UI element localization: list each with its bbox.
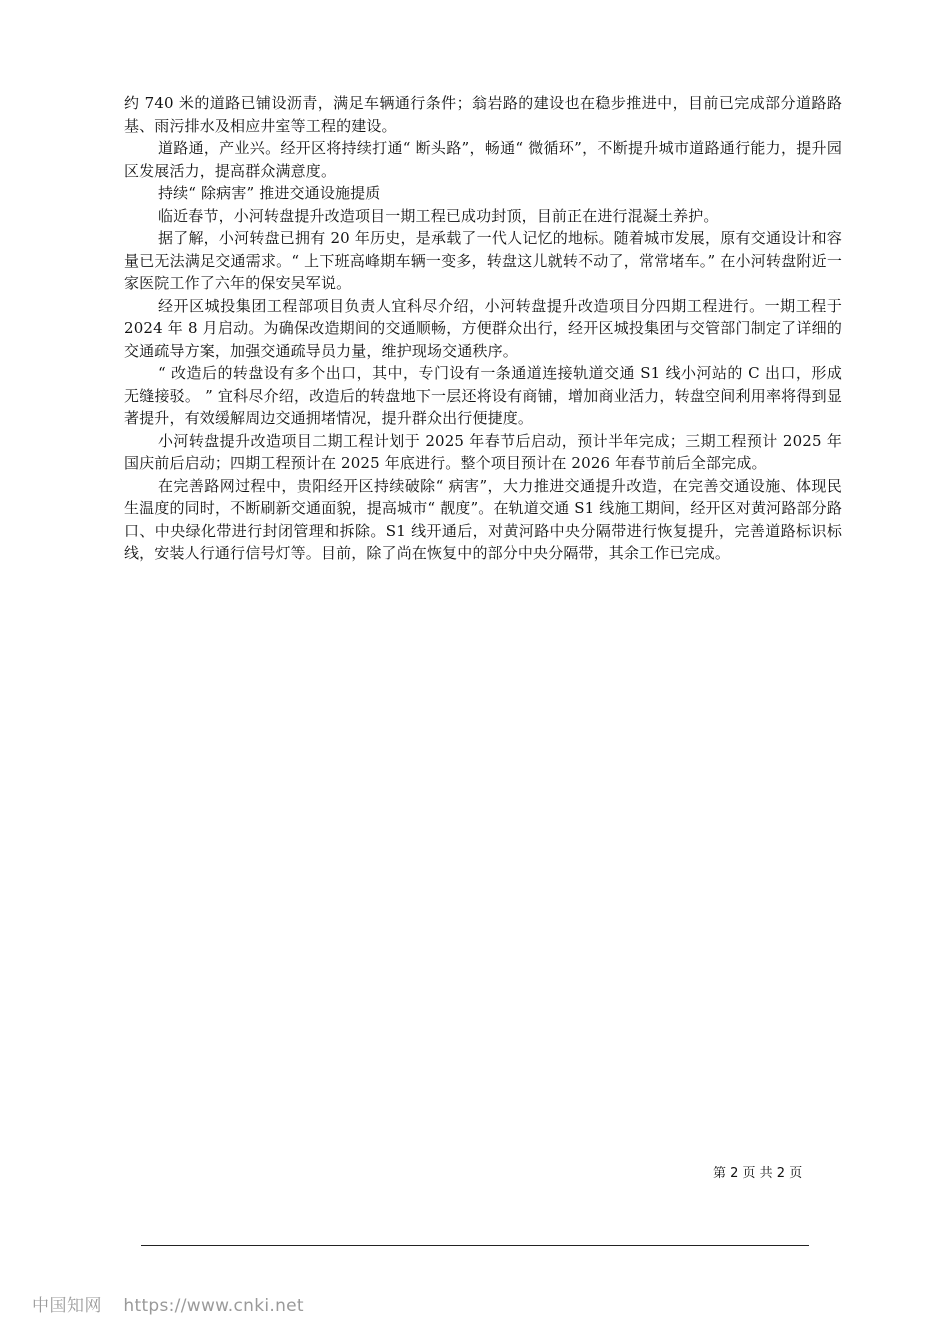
article-paragraph: 经开区城投集团工程部项目负责人宜科尽介绍，小河转盘提升改造项目分四期工程进行。一期工程于 2024 年 8 月启动。为确保改造期间的交通顺畅，方便群众出行，经开区城投集团与交管部门制定了详细的交通疏导方案，加强交通疏导员力量，维护现场交通秩序。: [124, 296, 842, 360]
source-watermark: [32, 1294, 304, 1318]
article-paragraph: “ 改造后的转盘设有多个出口，其中，专门设有一条通道连接轨道交通 S1 线小河站的 C 出口，形成无缝接驳。 ” 宜科尽介绍，改造后的转盘地下一层还将设有商铺，增加商业活力，转盘空间利用率将得到显著提升，有效缓解周边交通拥堵情况，提升群众出行便捷度。: [124, 364, 842, 427]
section-subheading: 持续“ 除病害” 推进交通设施提质: [158, 184, 381, 202]
article-body: [124, 92, 842, 565]
article-paragraph: 据了解，小河转盘已拥有 20 年历史，是承载了一代人记忆的地标。随着城市发展，原有交通设计和容量已无法满足交通需求。“ 上下班高峰期车辆一变多，转盘这儿就转不动了，常常堵车。” 在小河转盘附近一家医院工作了六年的保安吴军说。: [124, 229, 842, 292]
article-paragraph-continuation: 约 740 米的道路已铺设沥青，满足车辆通行条件；翁岩路的建设也在稳步推进中，目前已完成部分道路路基、雨污排水及相应井室等工程的建设。: [124, 94, 842, 135]
page-number: 第 2 页 共 2 页: [713, 1166, 803, 1181]
footer-divider: [141, 1245, 809, 1246]
article-paragraph: 小河转盘提升改造项目二期工程计划于 2025 年春节后启动，预计半年完成；三期工程预计 2025 年国庆前后启动；四期工程预计在 2025 年底进行。整个项目预计在 2026 年春节前后全部完成。: [124, 431, 842, 472]
article-paragraph: 道路通，产业兴。经开区将持续打通“ 断头路”，畅通“ 微循环”，不断提升城市道路通行能力，提升园区发展活力，提高群众满意度。: [124, 139, 842, 180]
watermark-brand: 中国知网: [32, 1296, 102, 1316]
article-paragraph: 在完善路网过程中，贵阳经开区持续破除“ 病害”，大力推进交通提升改造，在完善交通设施、体现民生温度的同时，不断刷新交通面貌，提高城市“ 靓度”。在轨道交通 S1 线施工期间，经开区对黄河路部分路口、中央绿化带进行封闭管理和拆除。S1 线开通后，对黄河路中央分隔带进行恢复提升，完善道路标识标线，安装人行通行信号灯等。目前，除了尚在恢复中的部分中央分隔带，其余工作已完成。: [124, 476, 842, 562]
watermark-url[interactable]: https://www.cnki.net: [123, 1296, 304, 1316]
article-paragraph: 临近春节，小河转盘提升改造项目一期工程已成功封顶，目前正在进行混凝土养护。: [158, 206, 719, 225]
